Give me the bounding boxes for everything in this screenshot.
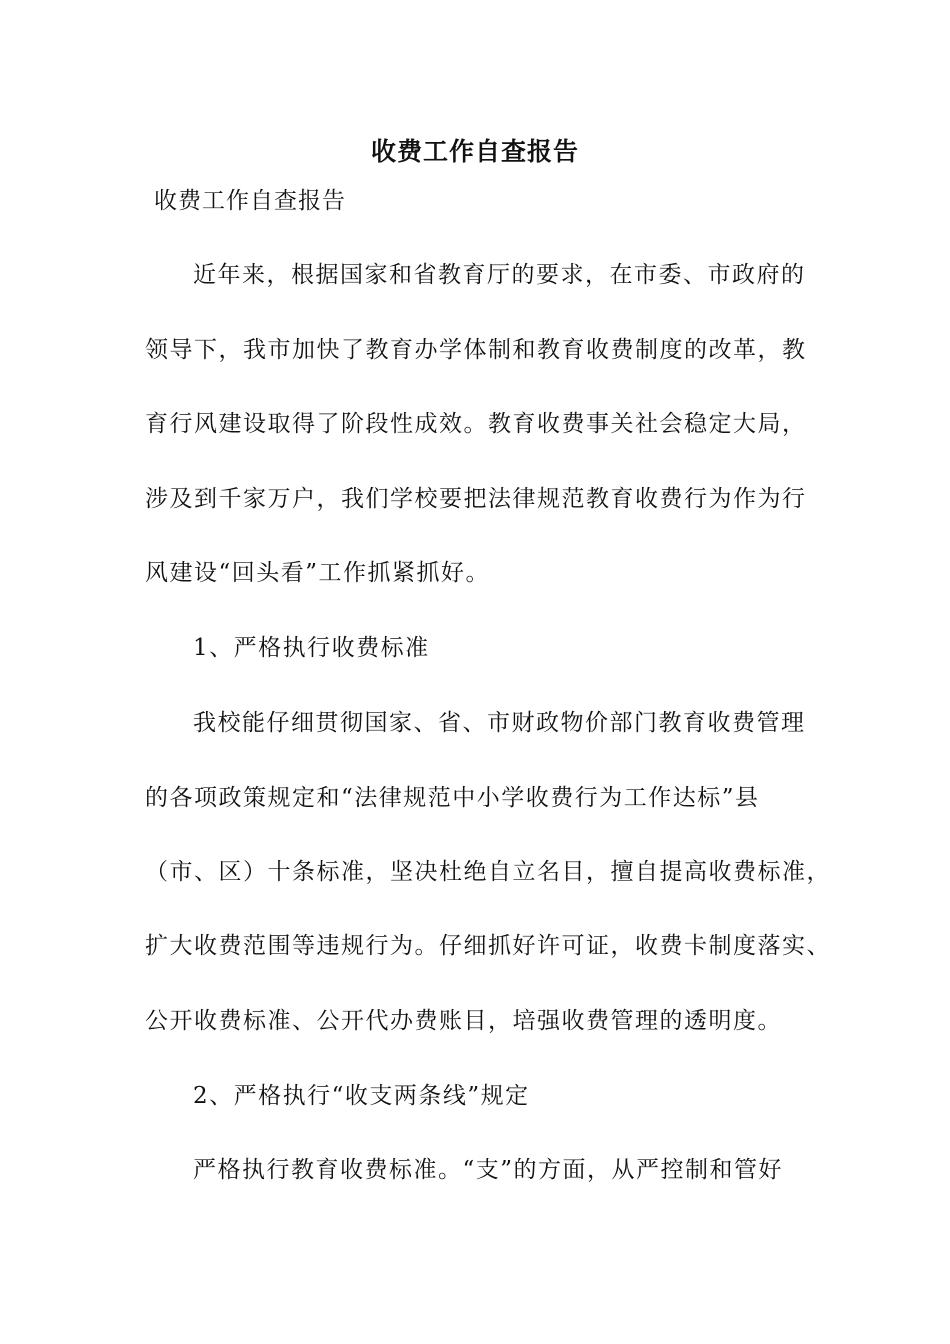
paragraph-line: 近年来，根据国家和省教育厅的要求，在市委、市政府的 [193, 262, 806, 288]
section-heading: 1、严格执行收费标准 [193, 635, 430, 661]
paragraph-line: 公开收费标准、公开代办费账目，培强收费管理的透明度。 [145, 1008, 782, 1034]
paragraph-line: 涉及到千家万户，我们学校要把法律规范教育收费行为作为行 [145, 486, 807, 512]
document-subtitle: 收费工作自查报告 [154, 188, 346, 214]
paragraph-line: 我校能仔细贯彻国家、省、市财政物价部门教育收费管理 [193, 710, 806, 736]
paragraph-line: （市、区）十条标准，坚决杜绝自立名目，擅自提高收费标准， [145, 859, 831, 885]
paragraph-line: 领导下，我市加快了教育办学体制和教育收费制度的改革，教 [145, 337, 807, 363]
section-heading: 2、严格执行“收支两条线”规定 [193, 1083, 530, 1109]
paragraph-line: 扩大收费范围等违规行为。仔细抓好许可证，收费卡制度落实、 [145, 933, 831, 959]
document-title: 收费工作自查报告 [370, 137, 579, 166]
paragraph-line: 严格执行教育收费标准。“支”的方面，从严控制和管好 [193, 1157, 784, 1183]
paragraph-line: 育行风建设取得了阶段性成效。教育收费事关社会稳定大局， [145, 411, 807, 437]
paragraph-line: 风建设“回头看”工作抓紧抓好。 [145, 560, 491, 586]
paragraph-line: 的各项政策规定和“法律规范中小学收费行为工作达标”县 [145, 785, 760, 811]
